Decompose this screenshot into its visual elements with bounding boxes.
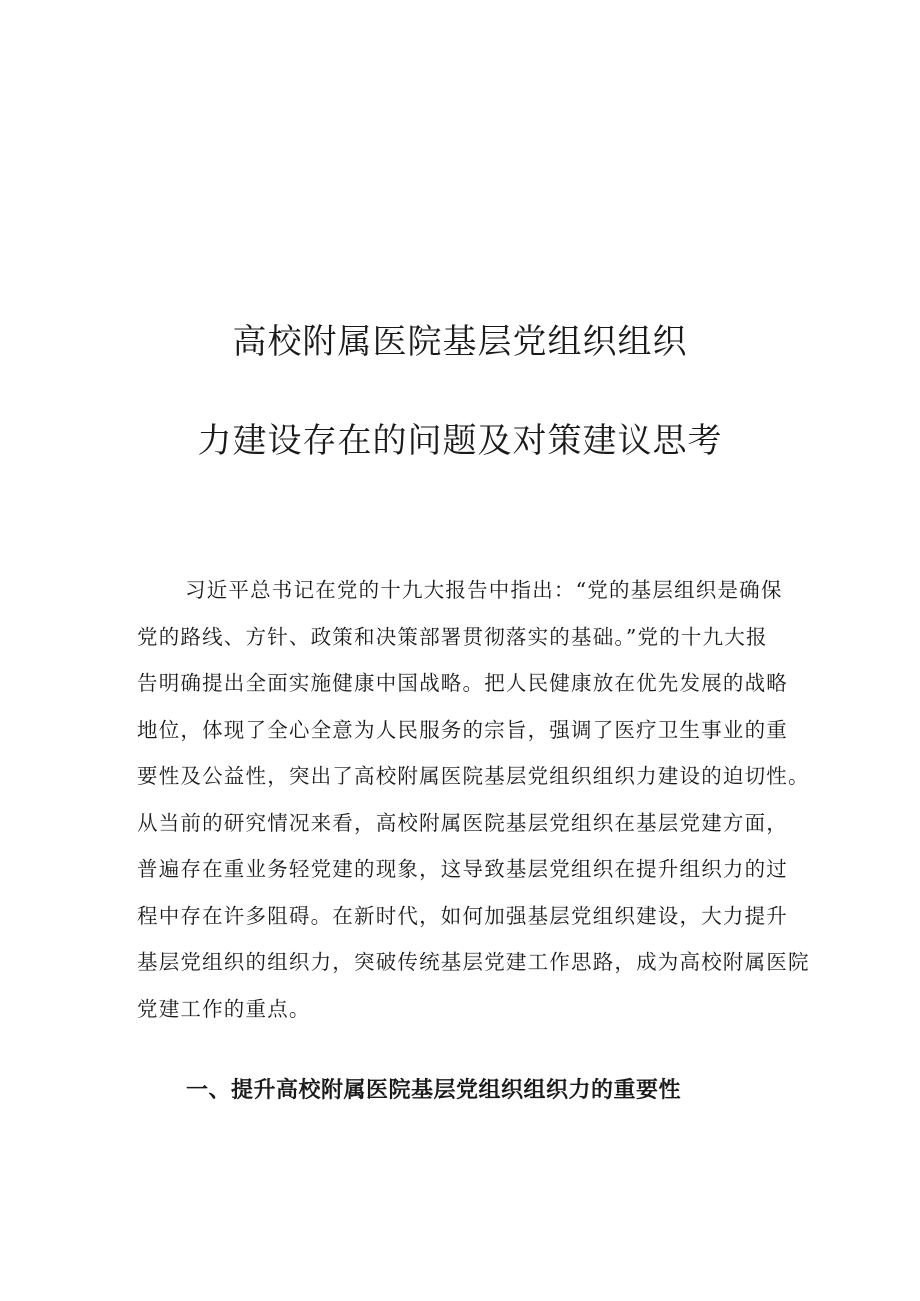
paragraph-line: 习近平总书记在党的十九大报告中指出：“党的基层组织是确保: [185, 578, 783, 602]
paragraph-line: 地位，体现了全心全意为人民服务的宗旨，强调了医疗卫生事业的重: [137, 717, 788, 742]
intro-paragraph: [137, 567, 810, 1032]
paragraph-line: 要性及公益性，突出了高校附属医院基层党组织组织力建设的迫切性。: [137, 764, 810, 788]
paragraph-line: 党建工作的重点。: [137, 996, 311, 1021]
paragraph-line: 普遍存在重业务轻党建的现象，这导致基层党组织在提升组织力的过: [137, 857, 788, 881]
paragraph-line: 基层党组织的组织力，突破传统基层党建工作思路，成为高校附属医院: [137, 950, 810, 974]
document-title-line-1: 高校附属医院基层党组织组织: [232, 322, 688, 362]
section-heading-1: 一、提升高校附属医院基层党组织组织力的重要性: [186, 1078, 682, 1103]
paragraph-line: 从当前的研究情况来看，高校附属医院基层党组织在基层党建方面，: [137, 810, 788, 835]
paragraph-line: 程中存在许多阻碍。在新时代，如何加强基层党组织建设，大力提升: [137, 903, 788, 928]
document-title-line-2: 力建设存在的问题及对策建议思考: [197, 421, 723, 461]
paragraph-line: 告明确提出全面实施健康中国战略。把人民健康放在优先发展的战略: [137, 671, 788, 695]
paragraph-line: 党的路线、方针、政策和决策部署贯彻落实的基础。”党的十九大报: [137, 624, 768, 649]
